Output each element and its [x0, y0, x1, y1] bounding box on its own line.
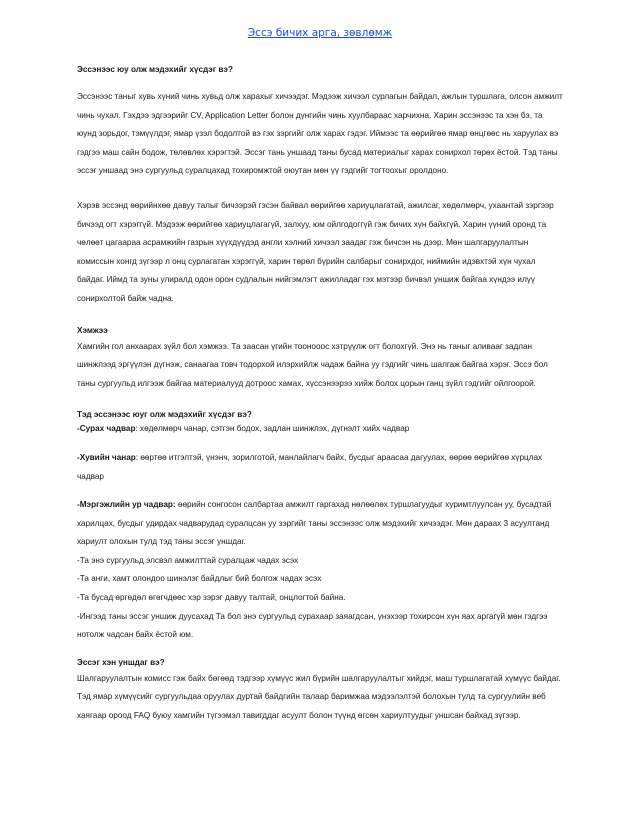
list-item-text: : өөртөө итгэлтэй, үнэнч, зорилготой, манлайлагч байх, бусдыг араасаа дагуулах, өөрөө өөрийгөө хүрцлах чадвар: [77, 452, 543, 481]
paragraph-size: Хамгийн гол анхаарах зүйл бол хэмжээ. Та заасан үгийн тоонооос хэтрүүлж огт болохгүй. Энэ нь таныг аливааг задлан шинжлээд эргүүлэн дүгнэж, санаагаа товч тодорхой илэрхийлж чадаж байна уу гэдгийг чинь шалгаж байгаа хэрэг. Эссэ бол таны сургуульд илгээж байгаа материалууд дотроос хамаx, хүссэнээрээ хийж болох цорын ганц зүйл гэдгийг ойлгоорой.: [77, 341, 548, 388]
question-item-1: -Та энэ сургуульд элсвэл амжилттай суралцаж чадах эсэх: [77, 555, 299, 565]
question-item-3: -Та бусад өргөдөл өгөгчдөөс хэр зэрэг давуу талтай, онцлогтой байна.: [77, 593, 346, 603]
list-item-learning-ability: [77, 420, 563, 439]
paragraph-expectations-1: Эссэнээс таныг хувь хүний чинь хувьд олж харахыг хичээдэг. Мэдээж хичээл сурлагын байдал, ажлын туршлага, олсон амжилт чинь чухал. Гэхдээ эдгээрийг CV, Application Letter болон дүнгийн чинь хуулбараас харчихна. Харин эссэнээс та хэн бэ, та юунд зорьдог, тэмүүлдэг, ямар үзэл бодолтой вэ гэх зэргийг олж харах гэдэг. Иймээс та өөрийгөө ямар өнцгөөс нь харуулах вэ гэдгээ маш сайн бодож, төлөвлөх хэрэгтэй. Эссэг тань уншаад таны бусад материалыг харах сонирхол төрөх ёстой. Тэд таны эссэг уншаад энэ сургуульд суралцахад тохиромжтой оюутан мөн үү гэдгийг тогтоохыг оролдоно.: [77, 92, 563, 176]
question-item-2: -Та анги, хамт олондоо шинэлэг байдлыг бий болгож чадах эсэх: [77, 574, 322, 584]
list-item-personal-qualities: [77, 449, 563, 486]
list-item-text: өөрийн сонгосон салбартаа амжилт гаргахад нөлөөлөх туршлагуудыг хуримтлуулсан уу, бусадтай харилцах, бусдыг удирдах чадварудад суралцсан уу зэргийг таны эссэнээс олж мэдэхийг хичээдэг. Мөн дараах 3 асуултанд хариулт олохын тулд тэд таны эссэг уншдаг.: [77, 500, 552, 547]
document-page: [77, 26, 563, 726]
document-title[interactable]: Эссэ бичих арга, зөвлөмж: [247, 27, 393, 39]
list-item-lead: -Сурах чадвар: [77, 424, 136, 434]
section-heading-size: Хэмжээ: [77, 325, 108, 335]
list-item-professional-skills: [77, 496, 563, 552]
section-heading-what-they-look-for: Тэд эссэнээс юуг олж мэдэхийг хүсдэг вэ?: [77, 410, 252, 420]
section-heading-who-reads: Эссэг хэн уншдаг вэ?: [77, 657, 165, 667]
section-heading-expectations: Эссэнээс юу олж мэдэхийг хүсдэг вэ?: [77, 65, 233, 74]
question-item-4: -Ингээд таны эссэг уншиж дуусахад Та бол энэ сургуульд сурахаар заяагдсан, үнэхээр тохирсон хүн яах аргагүй мөн гэдгээ нотолж чадсан байх ёстой юм.: [77, 611, 548, 640]
paragraph-expectations-2: Хэрэв эссэнд өөрийнхөө давуу талыг бичээрэй гэсэн байвал өөрийгөө хариуцлагатай, ажилсаг, хөдөлмөрч, ухаантай зэргээр бичээд огт хэрэггүй. Мэдээж өөрийгөө хариуцлагагүй, залхуу, юм ойлгодоггүй гэж бичих хүн байхгүй. Харин үүний оронд та чөлөөт цагаараа асрамжийн газрын хүүхдүүдэд англи хэлний хичээл заадаг гэж бичсэн нь дээр. Мөн шалгаруулалтын комиссын хонгд зүгээр л онц сурлагатан хэрэггүй, харин төрөл бүрийн салбарыг сонирхдог, ниймийн идэвхтэй хүн чухал байдаг. Иймд та зуны улиралд одон орон судлалын нийгэмлэгт ажилладаг гэх мэтээр бичвэл уншиж байгаа хүндээ илүү сонирхолтой байж чадна.: [77, 200, 554, 303]
list-item-lead: -Мэргэжлийн ур чадвар:: [77, 500, 176, 510]
list-item-text: : хөдөлмөрч чанар, сэтгэн бодох, задлан шинжлэх, дүгнэлт хийх чадвар: [135, 424, 410, 434]
list-item-lead: -Хувийн чанар: [77, 452, 136, 462]
paragraph-who-reads: Шалгаруулалтын комисс гэж байх бөгөөд тэдгээр хүмүүс жил бүрийн шалгаруулалтыг хийдэг, маш туршлагатай хүмүүс байдаг. Тэд ямар хүмүүсийг сургуульдаа оруулах дуртай байдгийн талаар баримжаа мэдээлэлтэй болохын тулд та сургуулийн веб хаягаар ороод FAQ буюу хамгийн түгээмэл тавигддаг асуулт болон түүнд өгсөн хариултуудыг уншсан байхад зүгээр.: [77, 673, 561, 721]
